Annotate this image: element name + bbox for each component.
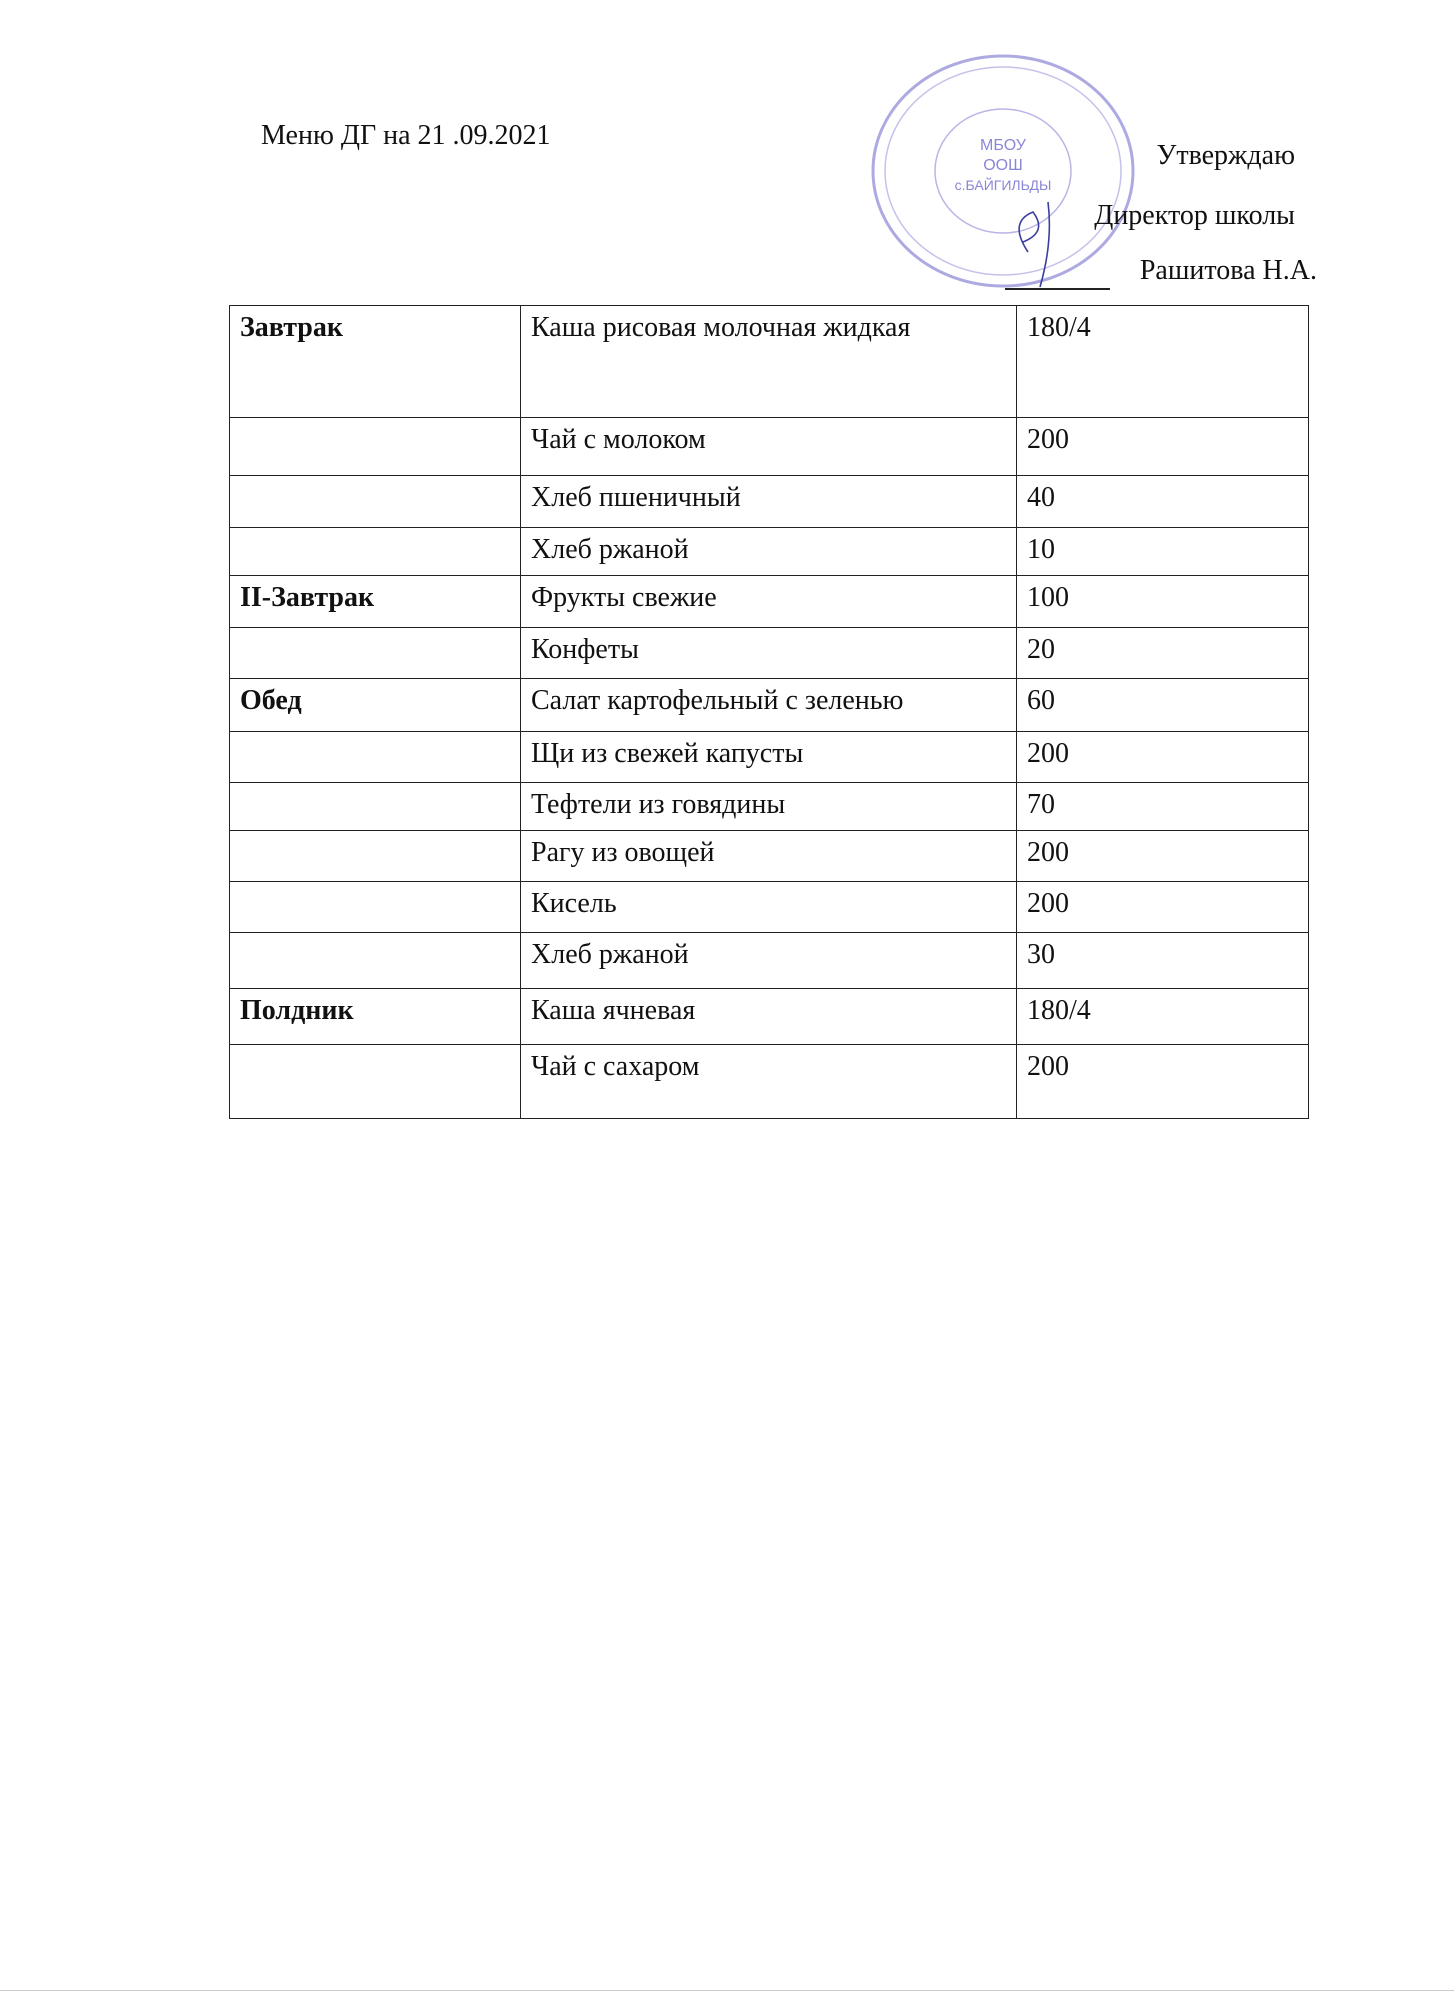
meal-cell [230, 882, 521, 933]
scan-edge [0, 1990, 1454, 1991]
table-row [230, 882, 1309, 933]
dish-cell: Щи из свежей капусты [521, 732, 1017, 783]
meal-cell [230, 628, 521, 679]
dish-cell: Хлеб пшеничный [521, 476, 1017, 528]
table-row [230, 528, 1309, 576]
dish-cell: Кисель [521, 882, 1017, 933]
dish-cell: Чай с молоком [521, 418, 1017, 476]
dish-cell: Конфеты [521, 628, 1017, 679]
meal-cell: Полдник [230, 989, 521, 1045]
amount-cell: 40 [1017, 476, 1309, 528]
approval-label: Утверждаю [1156, 140, 1295, 171]
signature [1019, 202, 1049, 287]
amount-cell: 180/4 [1017, 989, 1309, 1045]
amount-cell: 200 [1017, 418, 1309, 476]
signer-name: Рашитова Н.А. [1139, 255, 1317, 286]
table-row [230, 1045, 1309, 1119]
table-row [230, 732, 1309, 783]
stamp-line: с.БАЙГИЛЬДЫ [954, 177, 1052, 193]
meal-cell [230, 933, 521, 989]
dish-cell: Хлеб ржаной [521, 528, 1017, 576]
official-stamp [868, 52, 1138, 290]
amount-cell: 200 [1017, 732, 1309, 783]
dish-cell: Каша ячневая [521, 989, 1017, 1045]
table-row [230, 989, 1309, 1045]
amount-cell: 60 [1017, 679, 1309, 732]
document-title: Меню ДГ на 21 .09.2021 [261, 120, 551, 151]
table-row [230, 933, 1309, 989]
dish-cell: Тефтели из говядины [521, 783, 1017, 831]
table-row [230, 679, 1309, 732]
amount-cell: 100 [1017, 576, 1309, 628]
menu-table [229, 305, 1309, 1119]
amount-cell: 70 [1017, 783, 1309, 831]
meal-cell: Завтрак [230, 306, 521, 418]
signer-position: Директор школы [1094, 200, 1295, 231]
stamp-line: МБОУ [980, 137, 1026, 154]
amount-cell: 200 [1017, 831, 1309, 882]
meal-cell [230, 1045, 521, 1119]
dish-cell: Чай с сахаром [521, 1045, 1017, 1119]
table-row [230, 306, 1309, 418]
amount-cell: 30 [1017, 933, 1309, 989]
table-row [230, 831, 1309, 882]
signature-line [1005, 288, 1110, 290]
amount-cell: 200 [1017, 1045, 1309, 1119]
table-row [230, 783, 1309, 831]
stamp-line: ООШ [983, 157, 1023, 174]
meal-cell: Обед [230, 679, 521, 732]
meal-cell [230, 476, 521, 528]
dish-cell: Фрукты свежие [521, 576, 1017, 628]
table-row [230, 628, 1309, 679]
amount-cell: 10 [1017, 528, 1309, 576]
table-row [230, 418, 1309, 476]
meal-cell: II-Завтрак [230, 576, 521, 628]
meal-cell [230, 831, 521, 882]
amount-cell: 20 [1017, 628, 1309, 679]
dish-cell: Хлеб ржаной [521, 933, 1017, 989]
meal-cell [230, 783, 521, 831]
dish-cell: Каша рисовая молочная жидкая [521, 306, 1017, 418]
amount-cell: 180/4 [1017, 306, 1309, 418]
meal-cell [230, 732, 521, 783]
dish-cell: Салат картофельный с зеленью [521, 679, 1017, 732]
meal-cell [230, 528, 521, 576]
amount-cell: 200 [1017, 882, 1309, 933]
table-row [230, 476, 1309, 528]
table-row [230, 576, 1309, 628]
meal-cell [230, 418, 521, 476]
dish-cell: Рагу из овощей [521, 831, 1017, 882]
